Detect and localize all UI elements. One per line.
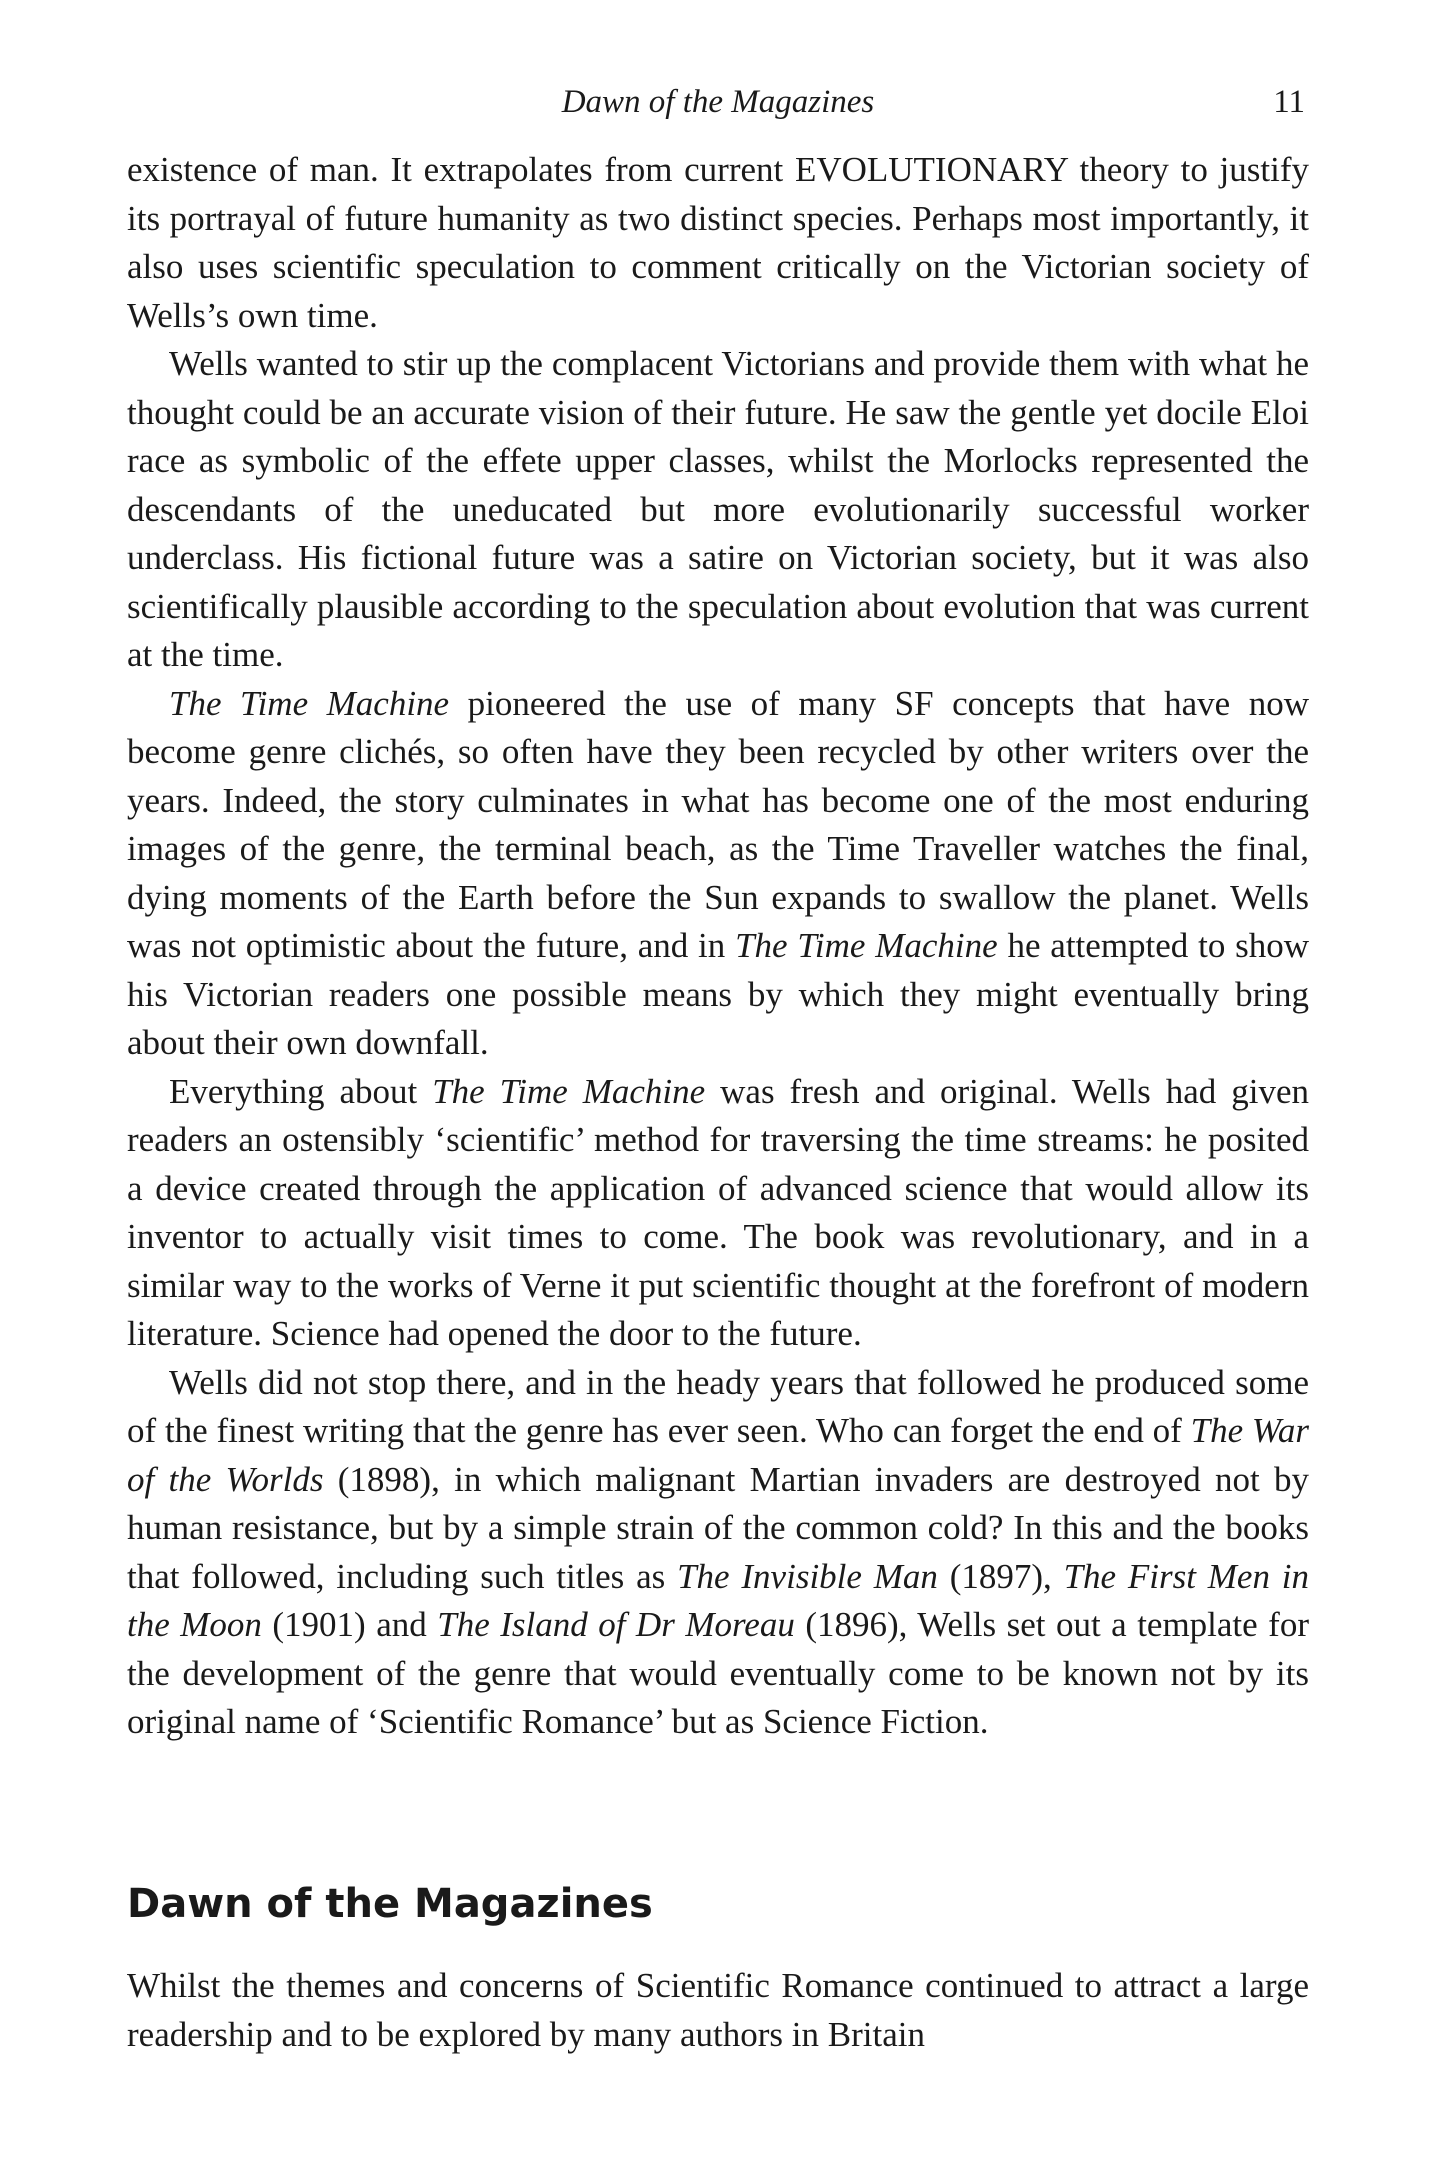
text-run: (1896), Wells set out a template for the development of the genre that would eventually come to be known not by its original name of ‘Scientific Romance’ but as Science Fiction. <box>127 1605 1309 1741</box>
text-run: pioneered the use of many SF concepts that have now become genre clichés, so often have they been recycled by other writers over the years. Indeed, the story culminates in what has become one of the most enduring images of the genre, the terminal beach, as the Time Traveller watches the final, dying moments of the Earth before the Sun expands to swallow the planet. Wells was not optimistic about the future, and in <box>127 683 1309 965</box>
book-title: The Time Machine <box>169 683 450 723</box>
paragraph <box>127 680 1309 1068</box>
text-run: was fresh and original. Wells had given readers an ostensibly ‘scientific’ method for traversing the time streams: he posited a device created through the application of advanced science that would allow its inventor to actually visit times to come. The book was revolutionary, and in a similar way to the works of Verne it put scientific thought at the forefront of modern literature. Science had opened the door to the future. <box>127 1071 1309 1353</box>
text-run: Wells wanted to stir up the complacent Victorians and provide them with what he thought could be an accurate vision of their future. He saw the gentle yet docile Eloi race as symbolic of the effete upper classes, whilst the Morlocks represented the descendants of the uneducated but more evolutionarily successful worker underclass. His fictional future was a satire on Victorian society, but it was also scientifically plausible according to the speculation about evolution that was current at the time. <box>127 344 1309 674</box>
paragraph <box>127 146 1309 340</box>
text-run: Everything about <box>169 1071 433 1111</box>
text-run: existence of man. It extrapolates from current EVOLUTIONARY theory to justify its portrayal of future humanity as two distinct species. Perhaps most importantly, it also uses scientific speculation to comment critically on the Victorian society of Wells’s own time. <box>127 150 1309 335</box>
text-run: he attempted to show his Victorian readers one possible means by which they might eventually bring about their own downfall. <box>127 926 1309 1062</box>
book-title: The First Men in the Moon <box>127 1556 1309 1644</box>
text-run: Wells did not stop there, and in the heady years that followed he produced some of the finest writing that the genre has ever seen. Who can forget the end of <box>127 1362 1309 1450</box>
book-title: The Invisible Man <box>677 1556 938 1596</box>
paragraph <box>127 340 1309 680</box>
book-title: The Time Machine <box>735 926 998 965</box>
text-run: (1901) and <box>261 1605 438 1644</box>
text-run: (1897), <box>937 1556 1064 1596</box>
section-paragraph: Whilst the themes and concerns of Scientific Romance continued to attract a large readership and to be explored by many authors in Britain <box>127 1966 1309 2054</box>
running-head <box>127 84 1309 128</box>
text-run: (1898), in which malignant Martian invaders are destroyed not by human resistance, but by a simple strain of the common cold? In this and the books that followed, including such titles as <box>127 1459 1309 1596</box>
body-text <box>127 146 1309 1747</box>
page-number: 11 <box>1273 84 1305 120</box>
paragraph <box>127 1359 1309 1747</box>
book-title: The War of the Worlds <box>127 1411 1309 1499</box>
paragraph <box>127 1068 1309 1359</box>
section-heading: Dawn of the Magazines <box>127 1881 653 1927</box>
section-body <box>127 1962 1309 2059</box>
running-title: Dawn of the Magazines <box>561 84 875 120</box>
book-title: The Island of Dr Moreau <box>437 1605 795 1644</box>
book-page <box>127 0 1309 2171</box>
book-title: The Time Machine <box>432 1071 706 1111</box>
